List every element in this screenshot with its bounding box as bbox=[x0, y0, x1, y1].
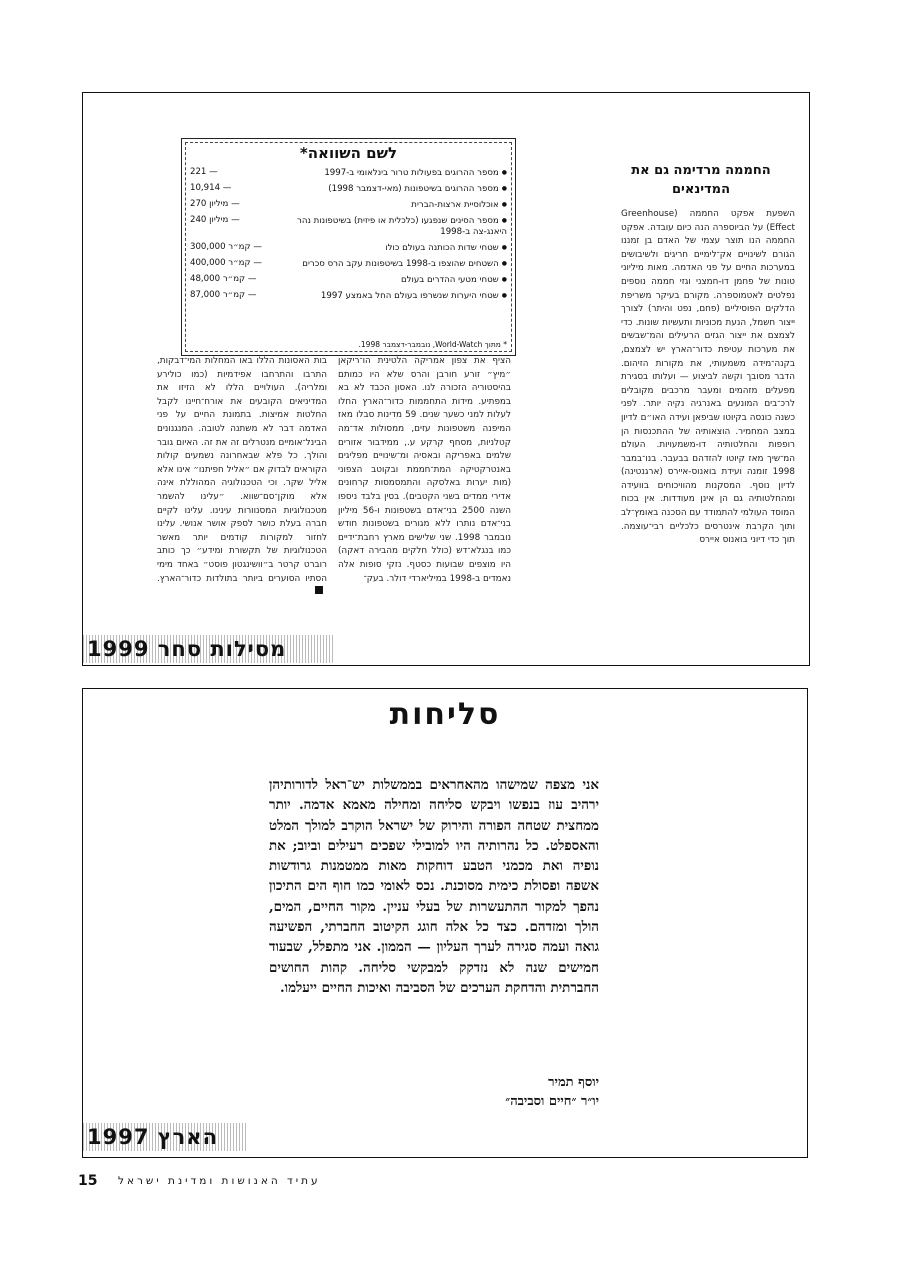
comparison-item bbox=[190, 167, 507, 179]
comparison-label: ● אוכלוסיית ארצות-הברית bbox=[282, 199, 507, 211]
article-column-2: הציף את צפון אמריקה הלטינית הו־ריקאן ״מיץ״ זורע חורבן והרס שלא היו כמותם בהיסטוריה הזכורה לנו. האסון הכבד לא בא במפתיע. מידות התחממות כדור־הארץ החלו לעלות למני כשער שנים. 59 מדינות סבלו מאז המיפנה משטפונות עזים, ממסולות אד־מה קטלניות, מסחף קרקע ע., ממידבור אזורים שלמים באפריקה ובאסיה ומ־שינויים מפליגים באנטרקטיקה המת־חממת ובקוטב הצפוני (מות יערות באלסקה והתמסמסות קרחונים אדירי ממדים בשני הקטבים). בסין בלבד ניספו השנה 2500 בני־אדם בשטפונות ו-56 מיליון בני־אדם נותרו ללא מגורים בשטפונות חודש נובמבר 1998. שני שלישים מארץ רחבת־ידיים כמו בנגלא־דש (כולל חלקים מהבירה דאקה) היו מוצפים שבועות כסטף. נזקי סופות אלה נאמדים ב-1998 במיליארדי דולר. בעק־ bbox=[338, 356, 511, 584]
comparison-value: 10,914 — bbox=[190, 183, 232, 193]
comparison-label: ● מספר הסינים שנפגעו (כלכלית או פיזית) בשיטפונות נהר היאנג-צה ב-1998 bbox=[282, 215, 507, 238]
apology-title: סליחות bbox=[389, 697, 501, 732]
comparison-item bbox=[190, 199, 507, 211]
comparison-label: ● שטחי היערות שנשרפו בעולם החל באמצע 1997 bbox=[282, 290, 507, 302]
comparison-box bbox=[181, 138, 516, 356]
article-headline: החממה מרדימה גם את המדינאים bbox=[631, 163, 771, 197]
signature-name: יוסף תמיר bbox=[548, 1075, 599, 1090]
comparison-label: ● שטחי שדות הכותנה בעולם כולו bbox=[282, 242, 507, 254]
comparison-value: 270 מיליון — bbox=[190, 199, 240, 209]
comparison-value: 48,000 קמ״ר — bbox=[190, 274, 257, 284]
comparison-item bbox=[190, 290, 507, 302]
end-mark-icon bbox=[315, 586, 323, 594]
page-footer bbox=[78, 1173, 808, 1193]
comparison-item bbox=[190, 274, 507, 286]
comparison-value: 300,000 קמ״ר — bbox=[190, 242, 262, 252]
comparison-item bbox=[190, 215, 507, 238]
signature-role: יו״ר ״חיים וסביבה״ bbox=[505, 1094, 599, 1109]
article-column-3 bbox=[157, 355, 327, 615]
comparison-item bbox=[190, 183, 507, 195]
comparison-value: 240 מיליון — bbox=[190, 215, 240, 225]
source-masthead-2: הארץ 1997 bbox=[83, 1123, 247, 1151]
comparison-label: ● מספר ההרוגים בפעולות טרור בינלאומי ב-1997 bbox=[282, 167, 507, 179]
comparison-title: לשם השוואה* bbox=[299, 144, 398, 162]
article-box-greenhouse bbox=[82, 92, 810, 666]
page-number: 15 bbox=[78, 1173, 98, 1189]
comparison-label: ● מספר ההרוגים בשיטפונות (מאי-דצמבר 1998) bbox=[282, 183, 507, 195]
apology-signature bbox=[269, 1073, 599, 1111]
comparison-list bbox=[190, 167, 507, 306]
comparison-item bbox=[190, 258, 507, 270]
comparison-item bbox=[190, 242, 507, 254]
comparison-label: ● השטחים שהוצפו ב-1998 בשיטפונות עקב הרס סכרים bbox=[282, 258, 507, 270]
source-masthead: מסילות סחר 1999 bbox=[83, 635, 335, 663]
footer-text: עתיד האנושות ומדינת ישראל bbox=[118, 1175, 321, 1187]
comparison-source: * מתוך World-Watch, נובמבר-דצמבר 1998. bbox=[358, 340, 507, 349]
comparison-value: 87,000 קמ״ר — bbox=[190, 290, 257, 300]
comparison-value: 221 — bbox=[190, 167, 218, 177]
comparison-label: ● שטחי מטעי ההדרים בעולם bbox=[282, 274, 507, 286]
article-box-apology bbox=[82, 688, 808, 1158]
apology-body: אני מצפה שמישהו מהאחראים בממשלות יש־ראל לדורותיהן ירהיב עוז בנפשו ויבקש סליחה ומחילה מאמא אדמה. יותר ממחצית שטחה הפורה והירוק של ישראל הוקרב למולך המלט והאספלט. כל נהרותיה היו למובילי שפכים רעילים וביוב; את נופיה ואת מכמני הטבע דוחקות מאות ממטמנות גרודשות אשפה ופסולת כימית מסוכנת. נכס לאומי כמו חוף הים התיכון נהפך למקור ההתעשרות של בעלי עניין. מקור החיים, המים, הולך ומזדהם. כצד כל אלה חוגג הקיטוב החברתי, הפשיעה גואה ועמה סגירה לערך העליון — הממון. אני מתפלל, שבעוד חמישים שנה לא נזדקק למבקשי סליחה. קהות החושים החברתית והדחקת הערכים של הסביבה ואיכות החיים ייעלמו. bbox=[269, 777, 599, 996]
article-column-1: השפעת אפקט החממה (Greenhouse Effect) על הביוספרה הנה כיום עובדה. אפקט החממה הנו תוצר עצמי של האדם בן זמננו הגורם לשינויים אק־לימיים חריגים ולשיבושים במערכות החיים על פני האדמה. מאות מיליוני טונות של פחמן דו-חמצני וגזי חממה נוספים נפלטים לאטמוספרה. מקורם בעיקר משריפת הדלקים הפוסיליים (פחם, נפט והיתר) לצורך ייצור חשמל, הנעת מכוניות ותעשיות שונות. כדי לצמצם את ייצור הגזים הרעילים והמ־שבשים את מערכות עטיפת כדור־הארץ יש לצמצם, בקנה־מידה משמעותי, את מקורות הזיהום. הדבר מסובך וקשה לביצוע — ועלותו בסגירת מפעלים מזהמים ומעבר מרכבים מקובלים לרכ־בים המונעים באנרגיה נקיה יותר. לפני כשנה כונסה בקיוטו שביפאן ועידה האו״ם לדיון במצב המחמיר. הוצאותיה של ההתכנסות הן רופפות והחלטותיה דו-משמעויות. העולם המ־שיך מאז קיוטו להזדהם בבעבר. בנו־במבר 1998 זומנה ועידת בואנוס-איירס (ארגנטינה) לדיון נוסף. המסקנות מהוויכוחים בוועידה ומהחלטותיה גם הן אינן מעודדות. אין בכוח המוסד העולמי להתמודד עם הסכנה באומץ־לב ותוך הקרבת אינטרסים כלכליים רבי־עוצמה. תוך כדי דיוני בואנוס איירס bbox=[621, 209, 795, 546]
article-column-3-text: בות האסונות הללו באו המחלות המי־דבקות, התרבו והתרחבו אפידמיות (כמו כולירע ומלריה). העולויים הללו לא הזיזו את המדיניאים הקובעים את אורח־חיינו לקבל החלטות אמיצות. בתמונת החיים על פני האדמה דבר לא משתנה לטובה. המנגנונים הבינל־אומיים מנטרלים זה את זה. האיום גובר והולך. כל פלא שבאחרונה נשמעים קולות הקוראים לבדוק אם ״אליל חפיתנו״ אינו אלא אליל שקר. וכי הטכנולוגיה המהוללת אינה אלא מוקן־סם־שווא. ״עלינו להשמר מטכנולוגיות המסנוורות עינינו. עלינו לקיים חברה בעלת כושר לספק אושר אנושי. עלינו לחזור למקורות קודמים יותר מאשר הטכנולוגיות של תקשורת ומידע״ כך כותב רוברט קרטר ב״וושינגטון פוסט״ באחד מימי הסתיו הסוערים ביותר בתולדות כדור־הארץ. bbox=[157, 356, 327, 584]
comparison-value: 400,000 קמ״ר — bbox=[190, 258, 262, 268]
